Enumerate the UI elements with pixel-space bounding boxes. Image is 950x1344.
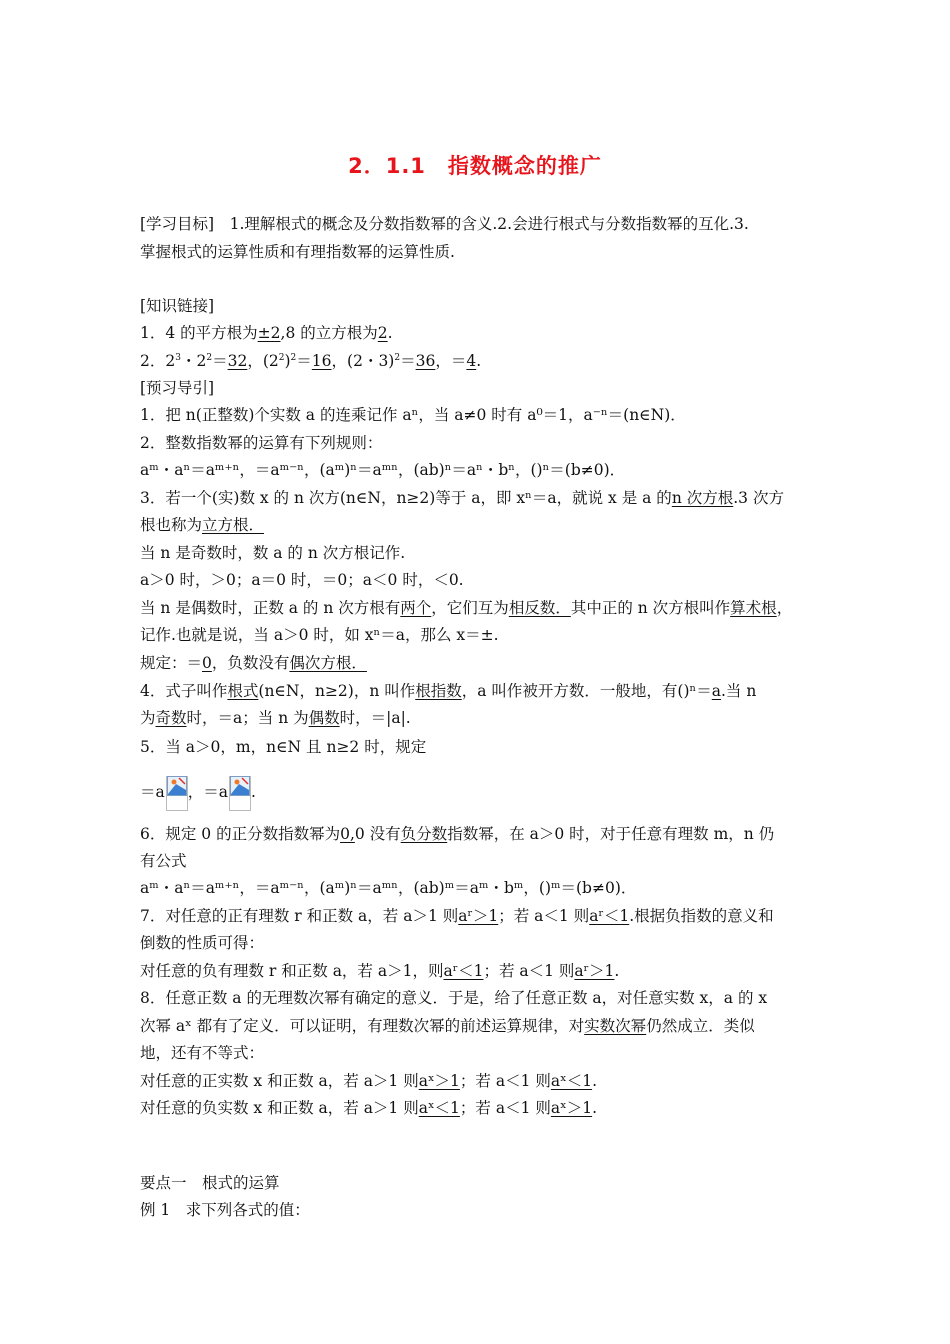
preview-item-7-line-1: 7．对任意的正有理数 r 和正数 a，若 a＞1 则aʳ＞1；若 a＜1 则aʳ＜1.根据负指数的意义和: [140, 907, 774, 925]
preview-item-7-line-2: 倒数的性质可得：: [140, 934, 265, 952]
fractional-exponent-definition: ＝a ，＝a .: [140, 776, 256, 811]
zero-root-rule: 规定：＝0，负数没有偶次方根．: [140, 654, 367, 672]
odd-root-sign-line: a＞0 时，＞0；a＝0 时，＝0；a＜0 时，＜0.: [140, 571, 464, 589]
preview-item-4-line-2: 为奇数时，＝a；当 n 为偶数时，＝|a|.: [140, 709, 411, 727]
negative-real-rule: 对任意的负实数 x 和正数 a，若 a＞1 则aˣ＜1；若 a＜1 则aˣ＞1.: [140, 1099, 598, 1117]
preview-item-2: 2．整数指数幂的运算有下列规则：: [140, 434, 383, 452]
preview-item-8-line-3: 地，还有不等式：: [140, 1044, 265, 1062]
preview-item-6-line-1: 6．规定 0 的正分数指数幂为0,0 没有负分数指数幂，在 a＞0 时，对于任意有理数 m，n 仍: [140, 825, 775, 843]
negative-rational-rule: 对任意的负有理数 r 和正数 a，若 a＞1，则aʳ＜1；若 a＜1 则aʳ＞1.: [140, 962, 620, 980]
preview-item-4-line-1: 4．式子叫作根式(n∈N，n≥2)，n 叫作根指数，a 叫作被开方数．一般地，有()ⁿ＝a.当 n: [140, 682, 757, 700]
preview-item-5: 5．当 a＞0，m，n∈N 且 n≥2 时，规定: [140, 738, 427, 756]
page-title: 2．1.1 指数概念的推广: [348, 154, 602, 178]
knowledge-item-1: 1．4 的平方根为±2,8 的立方根为2.: [140, 324, 393, 342]
exponent-rules-rational: aᵐ・aⁿ＝aᵐ⁺ⁿ，＝aᵐ⁻ⁿ，(aᵐ)ⁿ＝aᵐⁿ，(ab)ᵐ＝aᵐ・bᵐ，()ᵐ＝(b≠0)．: [140, 879, 637, 897]
preview-item-3-line-2: 根也称为立方根．: [140, 516, 265, 534]
knowledge-item-2: 2．$2^3$・$2^2=32$，$(2^2)^2=16$，(2・3)$^2$＝36，＝4.: [140, 352, 482, 370]
preview-header: [预习导引]: [140, 379, 215, 397]
learning-goals-line-2: 掌握根式的运算性质和有理指数幂的运算性质.: [140, 243, 455, 261]
preview-item-1: 1．把 n(正整数)个实数 a 的连乘记作 aⁿ，当 a≠0 时有 a⁰＝1，a⁻ⁿ＝(n∈N)．: [140, 406, 686, 424]
odd-root-line: 当 n 是奇数时，数 a 的 n 次方根记作.: [140, 544, 406, 562]
preview-item-3-line-1: 3．若一个(实)数 x 的 n 次方(n∈N，n≥2)等于 a，即 xⁿ＝a，就说 x 是 a 的n 次方根.3 次方: [140, 489, 784, 507]
preview-item-8-line-2: 次幂 aˣ 都有了定义．可以证明，有理数次幂的前述运算规律，对实数次幂仍然成立．类似: [140, 1017, 755, 1035]
broken-image-icon: [166, 776, 188, 811]
even-root-line-2: 记作.也就是说，当 a＞0 时，如 xⁿ＝a，那么 x＝±.: [140, 626, 499, 644]
exponent-rules-integer: aᵐ・aⁿ＝aᵐ⁺ⁿ，＝aᵐ⁻ⁿ，(aᵐ)ⁿ＝aᵐⁿ，(ab)ⁿ＝aⁿ・bⁿ，()ⁿ＝(b≠0)．: [140, 461, 626, 479]
key-point-heading: 要点一 根式的运算: [140, 1174, 280, 1192]
broken-image-icon: [229, 776, 251, 811]
preview-item-8-line-1: 8．任意正数 a 的无理数次幂有确定的意义．于是，给了任意正数 a，对任意实数 x，a 的 x: [140, 989, 768, 1007]
preview-item-6-line-2: 有公式: [140, 852, 187, 870]
knowledge-link-header: [知识链接]: [140, 297, 215, 315]
positive-real-rule: 对任意的正实数 x 和正数 a，若 a＞1 则aˣ＞1；若 a＜1 则aˣ＜1.: [140, 1072, 598, 1090]
learning-goals-line-1: [学习目标] 1.理解根式的概念及分数指数幂的含义.2.会进行根式与分数指数幂的互化.3.: [140, 215, 749, 233]
even-root-line-1: 当 n 是偶数时，正数 a 的 n 次方根有两个，它们互为相反数．其中正的 n 次方根叫作算术根，: [140, 599, 793, 617]
example-1-heading: 例 1 求下列各式的值：: [140, 1201, 310, 1219]
